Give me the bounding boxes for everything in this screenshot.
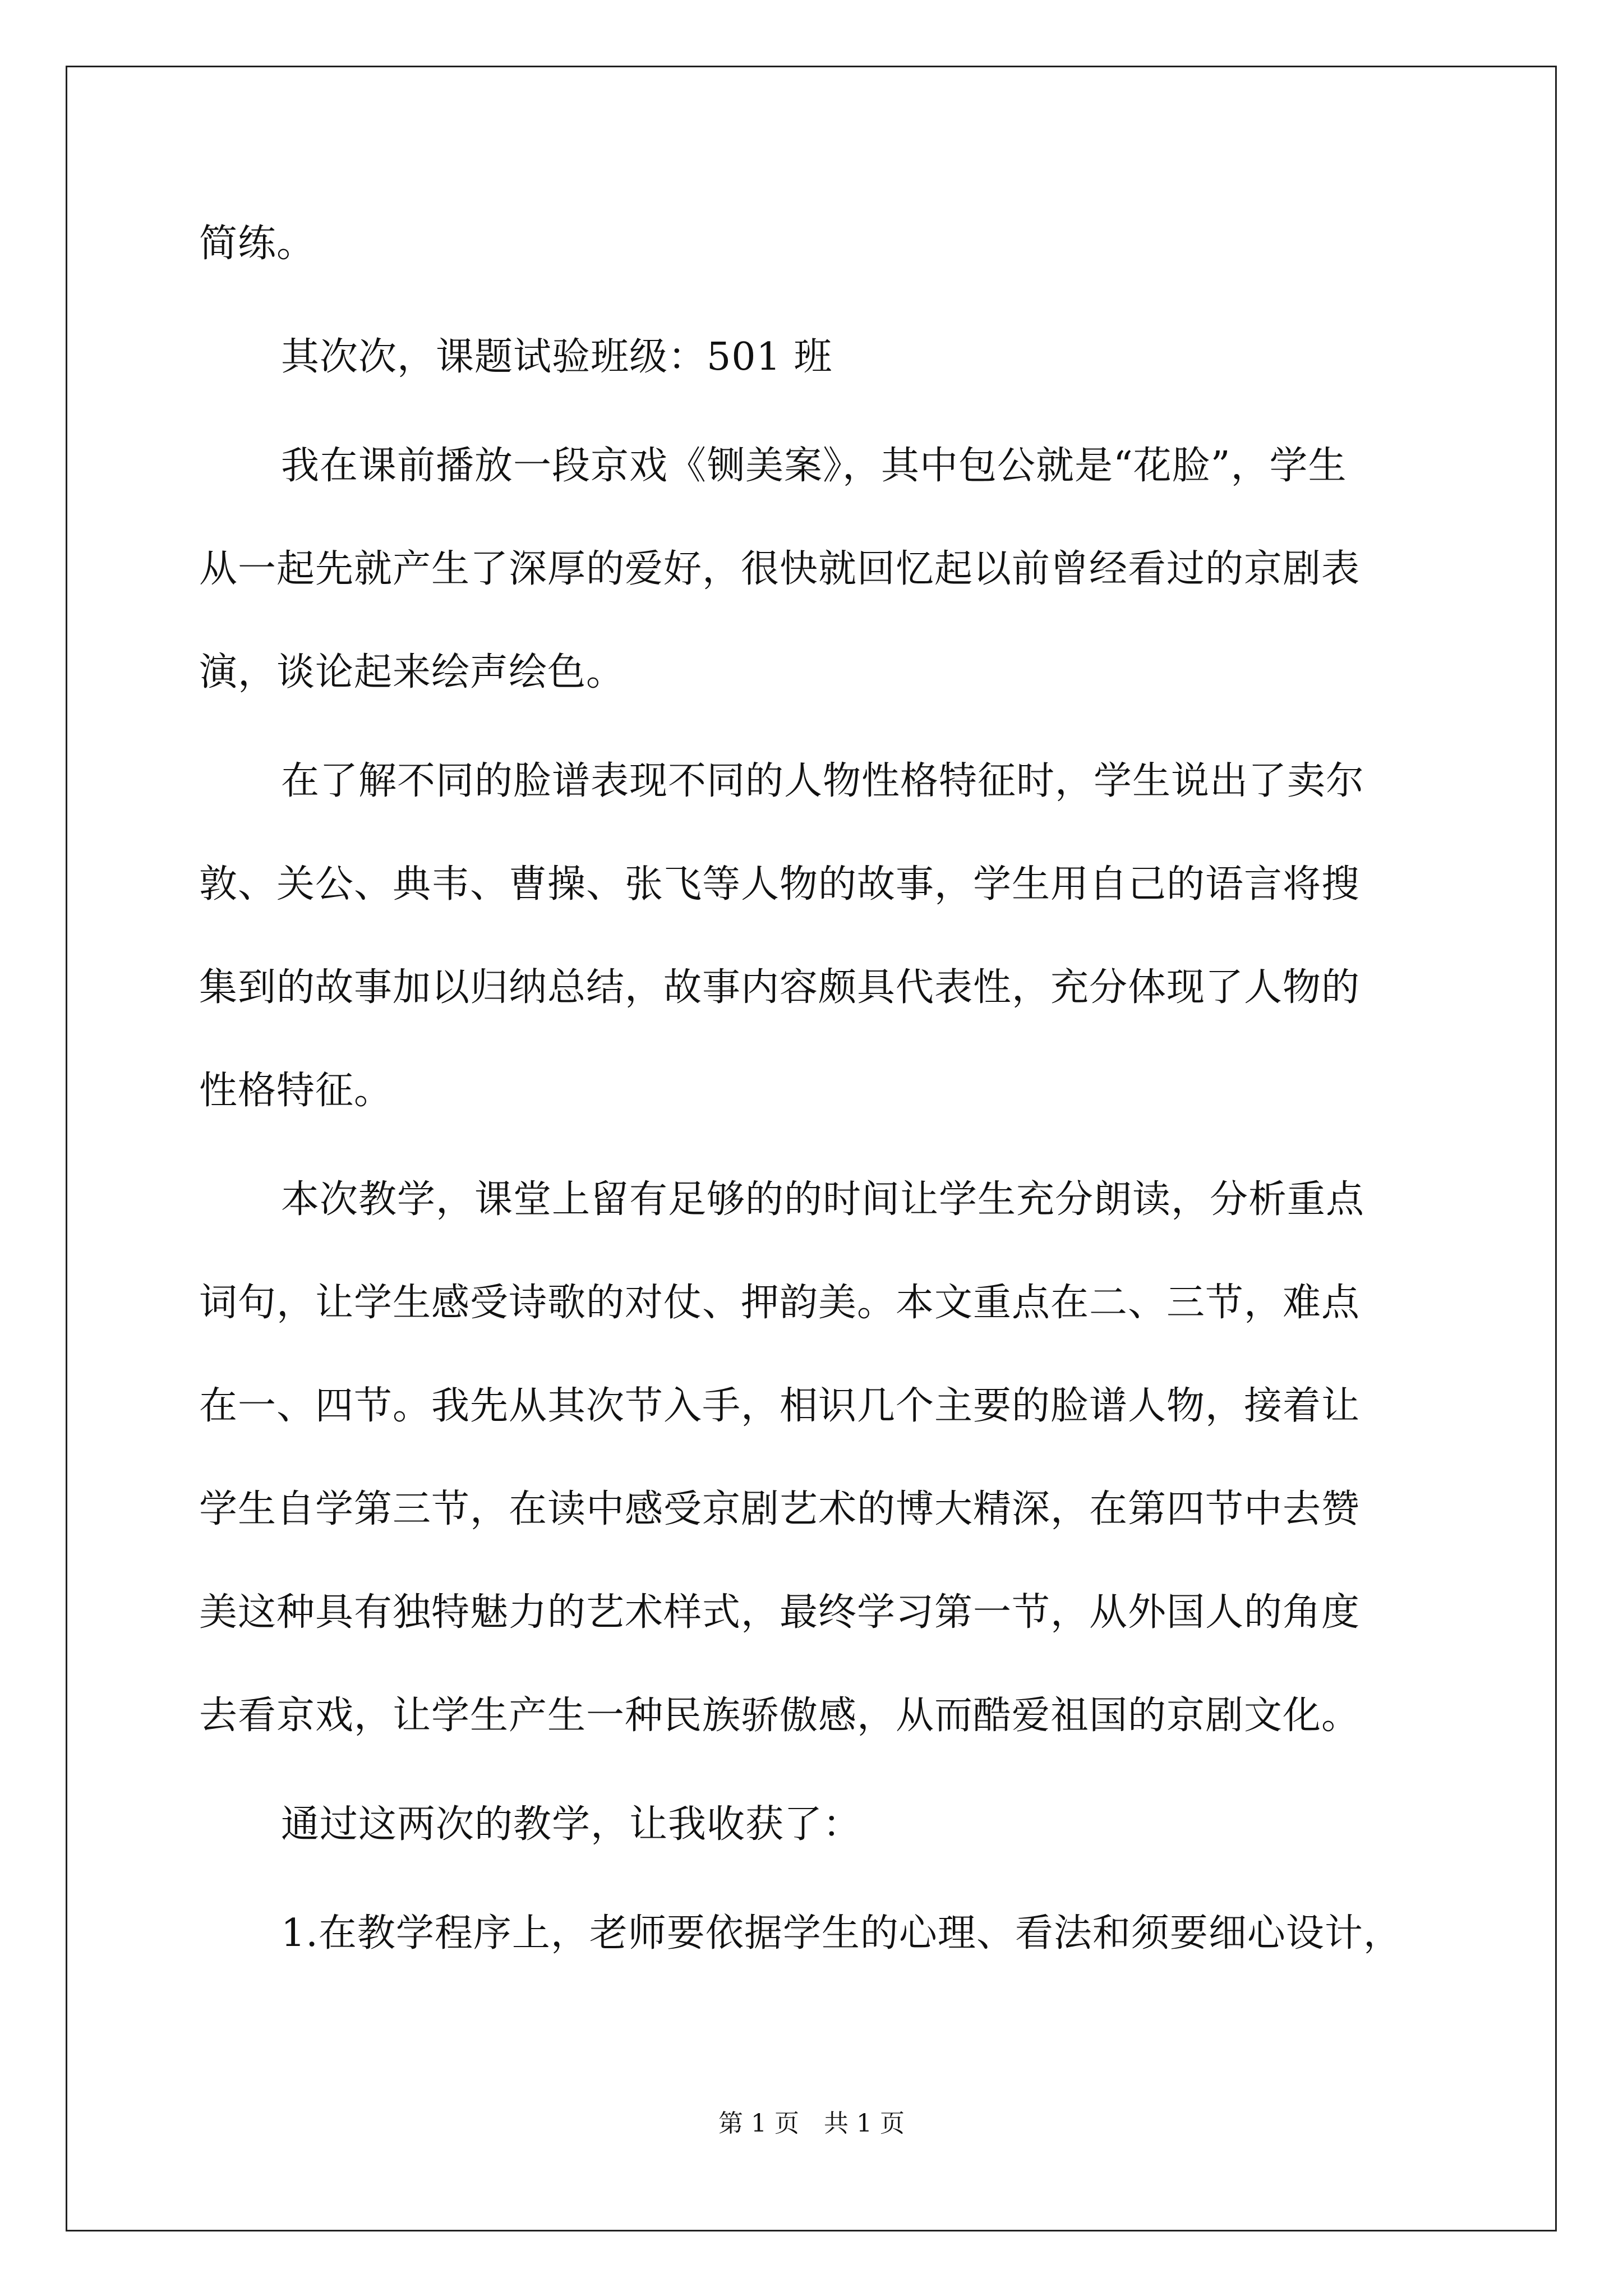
paragraph-line: 在一、四节。我先从其次节入手，相识几个主要的脸谱人物，接着让 (199, 1384, 1361, 1428)
paragraph-line: 1.在教学程序上，老师要依据学生的心理、看法和须要细心设计， (281, 1911, 1402, 1955)
paragraph-line: 从一起先就产生了深厚的爱好，很快就回忆起以前曾经看过的京剧表 (199, 547, 1361, 591)
paragraph-line: 本次教学，课堂上留有足够的的时间让学生充分朗读，分析重点 (281, 1177, 1365, 1222)
paragraph-line: 去看京戏，让学生产生一种民族骄傲感，从而酷爱祖国的京剧文化。 (199, 1694, 1361, 1738)
paragraph-line: 敦、关公、典韦、曹操、张飞等人物的故事，学生用自己的语言将搜 (199, 862, 1361, 907)
paragraph-line: 演，谈论起来绘声绘色。 (199, 650, 625, 694)
paragraph-line: 性格特征。 (199, 1069, 393, 1113)
page-footer: 第 1 页 共 1 页 (718, 2109, 905, 2138)
paragraph-line: 词句，让学生感受诗歌的对仗、押韵美。本文重点在二、三节，难点 (199, 1281, 1361, 1325)
paragraph-line: 简练。 (199, 222, 316, 266)
paragraph-line: 其次次，课题试验班级：501 班 (281, 335, 833, 379)
page-border (66, 66, 1557, 2231)
paragraph-line: 集到的故事加以归纳总结，故事内容颇具代表性，充分体现了人物的 (199, 965, 1361, 1010)
paragraph-line: 我在课前播放一段京戏《铡美案》，其中包公就是“花脸”，学生 (281, 444, 1347, 488)
paragraph-line: 在了解不同的脸谱表现不同的人物性格特征时，学生说出了卖尔 (281, 759, 1365, 803)
paragraph-line: 通过这两次的教学，让我收获了： (281, 1802, 862, 1847)
paragraph-line: 学生自学第三节，在读中感受京剧艺术的博大精深，在第四节中去赞 (199, 1487, 1361, 1531)
paragraph-line: 美这种具有独特魅力的艺术样式，最终学习第一节，从外国人的角度 (199, 1590, 1361, 1635)
